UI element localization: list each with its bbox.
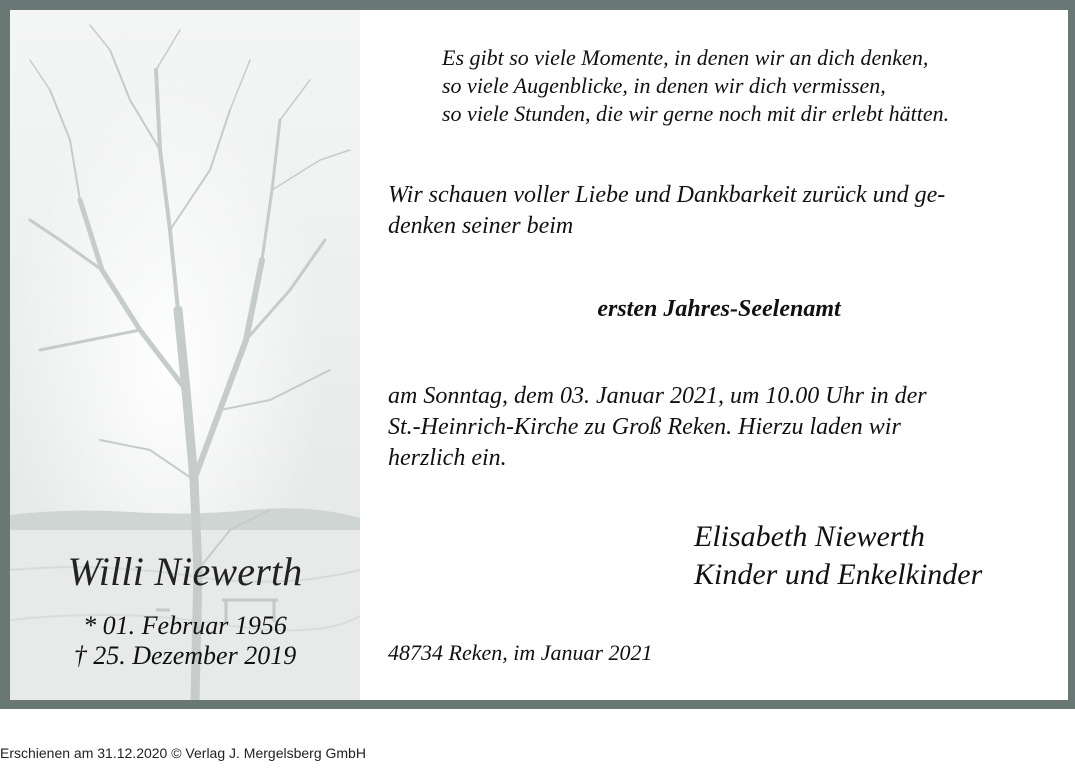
signature	[694, 518, 982, 594]
poem-line: Es gibt so viele Momente, in denen wir an dich denken,	[442, 45, 929, 70]
event-title: ersten Jahres-Seelenamt	[597, 296, 841, 322]
birth-date: * 01. Februar 1956	[83, 611, 287, 640]
publication-footer: Erschienen am 31.12.2020 © Verlag J. Mergelsberg GmbH	[0, 745, 366, 761]
place-date: 48734 Reken, im Januar 2021	[388, 640, 653, 665]
poem-line: so viele Augenblicke, in denen wir dich vermissen,	[442, 73, 886, 98]
gratitude-paragraph	[388, 180, 1048, 242]
paragraph-line: herzlich ein.	[388, 445, 507, 471]
paragraph-line: St.-Heinrich-Kirche zu Groß Reken. Hierzu laden wir	[388, 414, 901, 440]
signature-line: Elisabeth Niewerth	[694, 520, 925, 553]
poem	[442, 44, 949, 128]
paragraph-line: am Sonntag, dem 03. Januar 2021, um 10.00 Uhr in der	[388, 383, 927, 409]
signature-line: Kinder und Enkelkinder	[694, 558, 983, 591]
paragraph-line: Wir schauen voller Liebe und Dankbarkeit zurück und ge-	[388, 182, 946, 208]
tree-by-lake-icon	[10, 10, 360, 700]
invitation-paragraph	[388, 381, 1048, 474]
paragraph-line: denken seiner beim	[388, 213, 574, 239]
notice-card	[10, 10, 1068, 700]
deceased-name: Willi Niewerth	[67, 549, 303, 594]
death-date: † 25. Dezember 2019	[73, 641, 297, 670]
poem-line: so viele Stunden, die wir gerne noch mit dir erlebt hätten.	[442, 101, 950, 126]
